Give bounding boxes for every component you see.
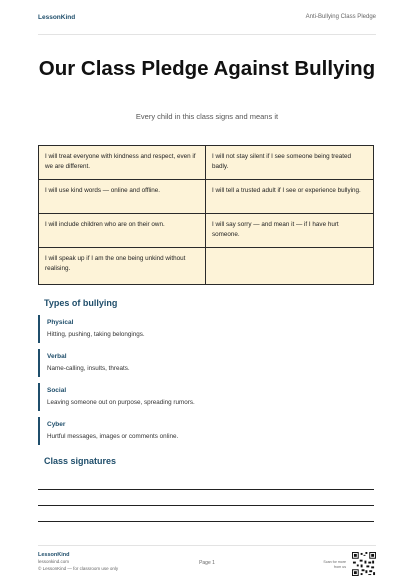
page-header <box>38 0 376 35</box>
types-list <box>38 315 374 451</box>
pledge-item: I will speak up if I am the one being unkind without realising. <box>39 248 206 284</box>
pledge-item: I will treat everyone with kindness and respect, even if we are different. <box>39 146 206 180</box>
page-subtitle: Every child in this class signs and means it <box>135 112 279 121</box>
type-item-social <box>38 383 374 411</box>
signatures-section-title: Class signatures <box>44 456 117 466</box>
type-description: Name-calling, insults, threats. <box>47 365 130 372</box>
page-number: Page 1 <box>199 560 215 566</box>
type-name: Cyber <box>47 421 66 428</box>
type-description: Leaving someone out on purpose, spreading rumors. <box>47 399 195 406</box>
type-item-physical <box>38 315 374 343</box>
pledge-item: I will use kind words — online and offline. <box>39 180 206 214</box>
types-section-title: Types of bullying <box>44 298 118 308</box>
footer-copyright: © LessonKind — for classroom use only <box>38 565 119 571</box>
pledge-table <box>38 145 374 285</box>
qr-code-icon[interactable] <box>352 552 376 576</box>
brand-logo-text[interactable]: LessonKind <box>38 13 76 21</box>
pledge-item: I will include children who are on their own. <box>39 214 206 248</box>
footer-brand: LessonKind <box>38 552 70 558</box>
pledge-item-empty <box>206 248 373 284</box>
signature-line[interactable] <box>38 521 374 522</box>
footer-site-link[interactable]: lessonkind.com <box>38 559 70 564</box>
type-description: Hitting, pushing, taking belongings. <box>47 331 145 338</box>
pledge-item: I will tell a trusted adult if I see or experience bullying. <box>206 180 373 214</box>
qr-caption: Scan for more from us <box>323 560 346 569</box>
type-description: Hurtful messages, images or comments online. <box>47 433 179 440</box>
pledge-item: I will not stay silent if I see someone being treated badly. <box>206 146 373 180</box>
page-footer <box>38 545 376 578</box>
type-name: Physical <box>47 319 74 326</box>
type-name: Verbal <box>47 353 67 360</box>
document-title-header: Anti-Bullying Class Pledge <box>305 14 376 20</box>
page-title: Our Class Pledge Against Bullying <box>38 57 376 80</box>
type-name: Social <box>47 387 67 394</box>
signature-line[interactable] <box>38 505 374 506</box>
type-item-verbal <box>38 349 374 377</box>
type-item-cyber <box>38 417 374 445</box>
pledge-item: I will say sorry — and mean it — if I have hurt someone. <box>206 214 373 248</box>
signature-line[interactable] <box>38 489 374 490</box>
